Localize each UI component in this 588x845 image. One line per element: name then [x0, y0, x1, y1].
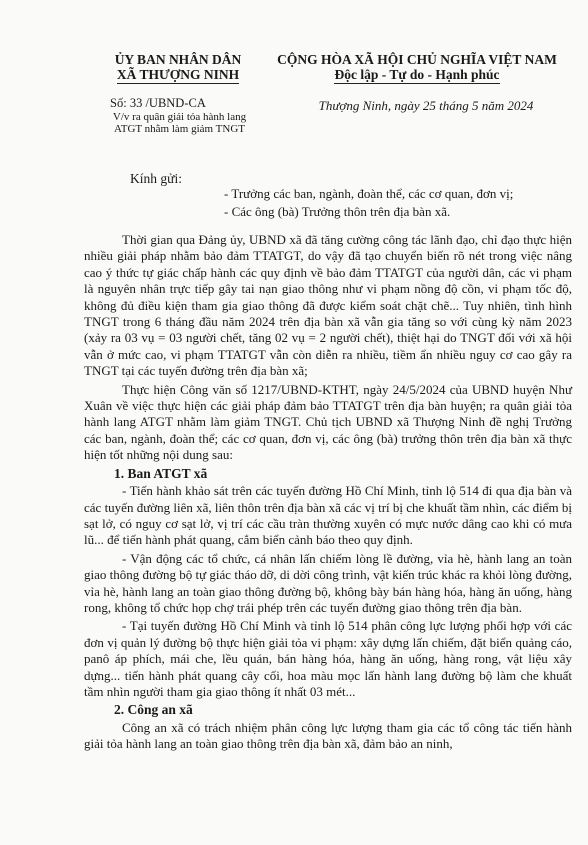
- nation-line-2: Độc lập - Tự do - Hạnh phúc: [334, 67, 500, 82]
- paragraph-directive: Thực hiện Công văn số 1217/UBND-KTHT, ngày 24/5/2024 của UBND huyện Như Xuân về việc thực hiện các giải pháp đảm bảo TTATGT trên địa bàn huyện; ra quân giải tỏa hành lang ATGT nhằm làm giảm TNGT. Chủ tịch UBND xã Thượng Ninh đề nghị Trưởng các ban, ngành, đoàn thể; các cơ quan, đơn vị, các ông (bà) trưởng thôn trên địa bàn xã thực hiện tốt những nội dung sau:: [84, 381, 572, 463]
- recipients-list: [224, 185, 513, 221]
- org-line-1: ỦY BAN NHÂN DÂN: [114, 52, 242, 67]
- section-1-item: - Tại tuyến đường Hồ Chí Minh và tỉnh lộ 514 phân công lực lượng phối hợp với các đơn vị quản lý đường bộ thực hiện giải tỏa vi phạm: xây dựng lấn chiếm, đặt biển quảng cáo, panô áp phích, mái che, lều quán, bán hàng hóa, hàng ăn uống, hàng rong, vật liệu xây dựng... tiến hành phát quang cây cối, hoa màu mọc lấn hành lang đường bộ làm che khuất tầm nhìn người tham gia giao thông ít nhất 03 mét...: [84, 618, 572, 699]
- document-number: [110, 96, 206, 111]
- document-date: Thượng Ninh, ngày 25 tháng 5 năm 2024: [318, 98, 534, 113]
- number-suffix: /UBND-CA: [145, 96, 206, 110]
- section-1-heading: 1. Ban ATGT xã: [114, 465, 208, 481]
- number-value: 33: [129, 96, 143, 110]
- number-label: Số:: [110, 96, 127, 110]
- document-subject: [82, 111, 277, 135]
- section-1-item: - Tiến hành khảo sát trên các tuyến đường Hồ Chí Minh, tỉnh lộ 514 đi qua địa bàn và các tuyến đường liên xã, liên thôn trên địa bàn xã các vị trí bị che khuất tầm nhìn, các điểm bị sạt lở, có nguy cơ sạt lở, vị trí các cầu tràn thường xuyên có mực nước dâng cao khi có mưa lũ... để tiến hành phát quang, cắm biển cảnh báo theo quy định.: [84, 483, 572, 548]
- subject-line-1: V/v ra quân giải tỏa hành lang: [112, 111, 247, 123]
- issuing-organization: [78, 52, 278, 84]
- recipient-item: - Các ông (bà) Trưởng thôn trên địa bàn xã.: [224, 204, 451, 219]
- section-2-paragraph: Công an xã có trách nhiệm phân công lực lượng tham gia các tổ công tác tiến hành giải tỏa hành lang an toàn giao thông trên địa bàn xã, đảm bảo an ninh,: [84, 719, 572, 752]
- org-line-2: XÃ THƯỢNG NINH: [116, 67, 240, 82]
- recipients-label: Kính gửi:: [130, 171, 182, 186]
- recipient-item: - Trưởng các ban, ngành, đoàn thể, các cơ quan, đơn vị;: [224, 186, 514, 201]
- section-2-heading: 2. Công an xã: [114, 702, 193, 718]
- section-1-item: - Vận động các tổ chức, cá nhân lấn chiếm lòng lề đường, vỉa hè, hành lang an toàn giao thông đường bộ tự giác tháo dỡ, di dời công trình, vật kiến trúc khác ra khỏi lòng đường, vỉa hè, hành lang an toàn giao thông đường bộ, không bày bán hàng hóa, hàng ăn uống, hàng rong, không tổ chức họp chợ trái phép trên các tuyến đường giao thông trên địa bàn.: [84, 550, 572, 615]
- national-motto: [262, 52, 572, 84]
- nation-line-1: CỘNG HÒA XÃ HỘI CHỦ NGHĨA VIỆT NAM: [277, 52, 557, 67]
- paragraph-situation: Thời gian qua Đảng ủy, UBND xã đã tăng cường công tác lãnh đạo, chỉ đạo thực hiện nhiều giải pháp nhằm bảo đảm TTATGT, do vậy đã tạo chuyển biến rõ nét trong việc nâng cao ý thức tự giác chấp hành các quy định về bảo đảm TTATGT của người dân, các vi phạm là nguyên nhân trực tiếp gây tai nạn giao thông như vi phạm nồng độ cồn, vi phạm tốc độ, không đủ điều kiện tham gia giao thông đã được kiểm soát chặt chẽ... Tuy nhiên, tình hình TNGT trong 6 tháng đầu năm 2024 trên địa bàn xã vẫn gia tăng so với cùng kỳ năm 2023 (xảy ra 03 vụ = 03 người chết, tăng 02 vụ = 2 người chết), thiệt hại do TNGT đối với xã hội vẫn ở mức cao, vi phạm TTATGT vẫn còn diễn ra nhiều, tiềm ẩn nhiều nguy cơ cao gây ra TNGT tại các tuyến đường trên địa bàn xã;: [84, 232, 572, 379]
- subject-line-2: ATGT nhằm làm giảm TNGT: [114, 123, 245, 135]
- document-body: [84, 232, 572, 755]
